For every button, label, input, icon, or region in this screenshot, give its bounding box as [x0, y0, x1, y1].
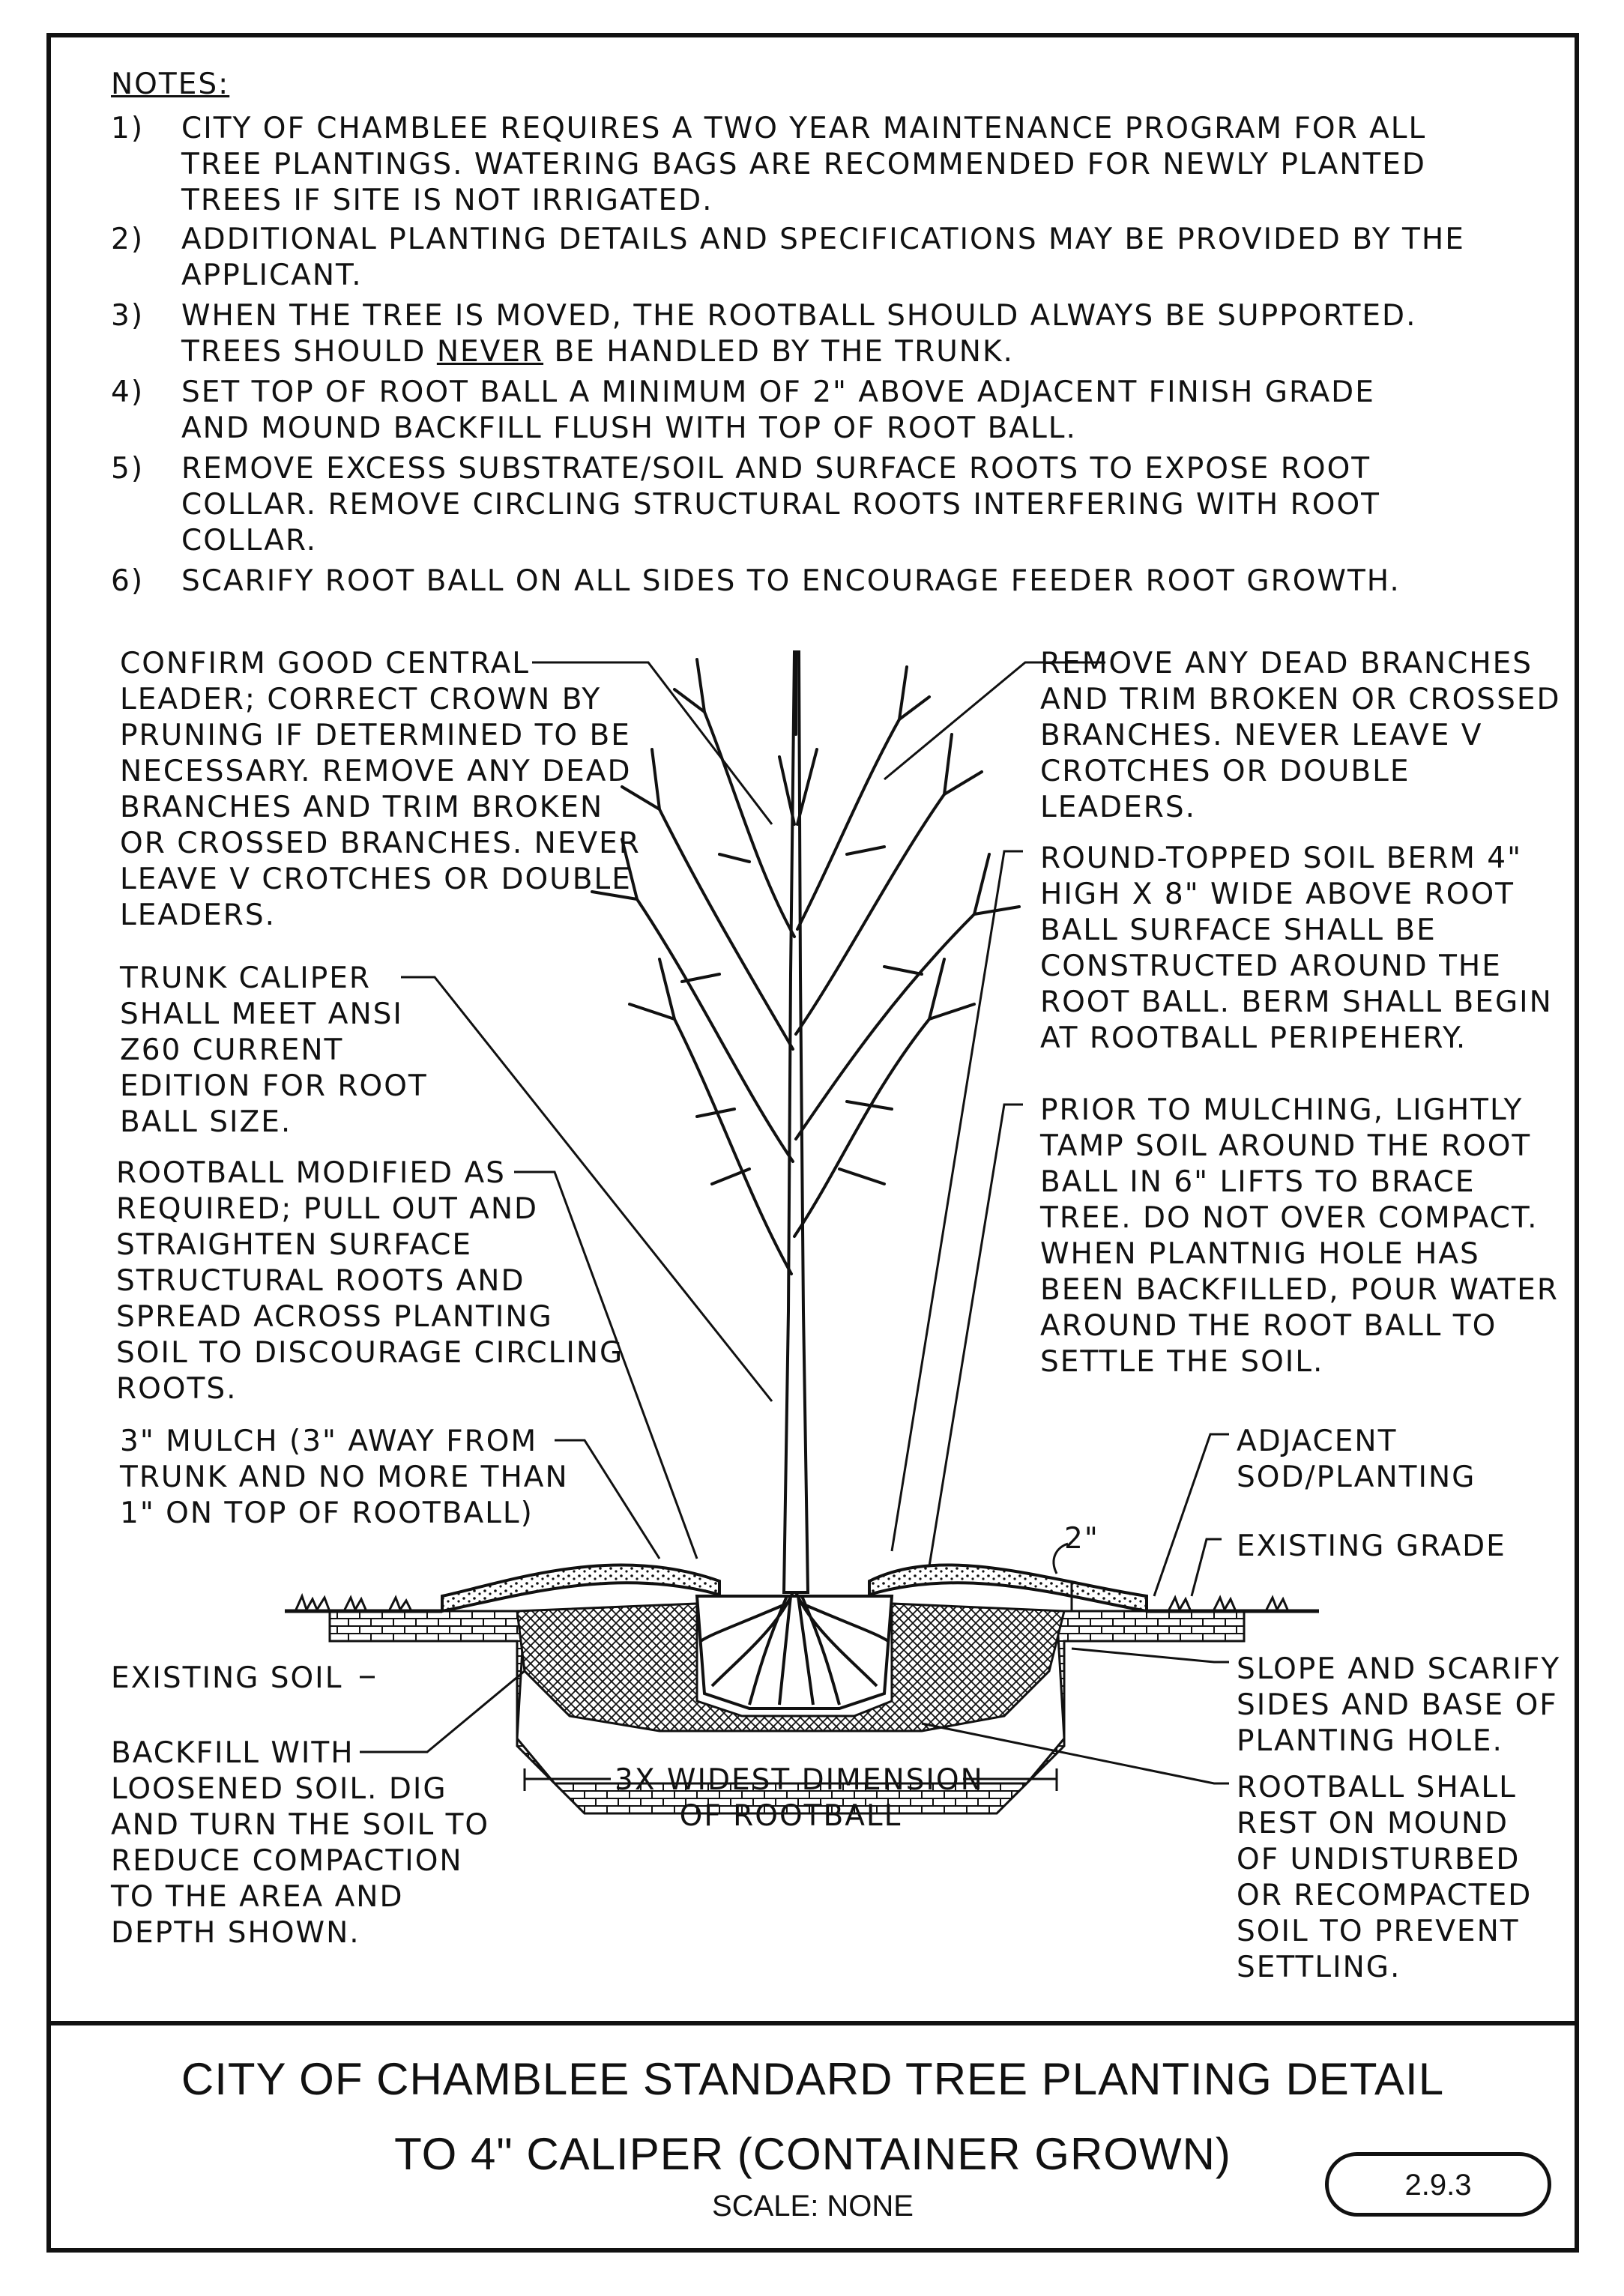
callout-line: AT ROOTBALL PERIPEHERY.: [1040, 1021, 1467, 1055]
callout-line: LEADERS.: [1040, 791, 1196, 824]
callout-line: SPREAD ACROSS PLANTING: [116, 1300, 553, 1334]
callout-line: HIGH X 8" WIDE ABOVE ROOT: [1040, 877, 1515, 911]
callout-line: LEADERS.: [120, 898, 276, 932]
callout-line: SOD/PLANTING: [1237, 1460, 1476, 1494]
callout-line: Z60 CURRENT: [120, 1033, 344, 1067]
callout-line: ADJACENT: [1237, 1425, 1398, 1458]
note-line: COLLAR.: [181, 524, 318, 558]
note-line: REMOVE EXCESS SUBSTRATE/SOIL AND SURFACE ROOTS TO EXPOSE ROOT: [181, 452, 1371, 486]
callout-line: NECESSARY. REMOVE ANY DEAD: [120, 755, 632, 788]
callout-line: REST ON MOUND: [1237, 1807, 1509, 1840]
callout-line: STRUCTURAL ROOTS AND: [116, 1264, 525, 1298]
callout-line: AND TURN THE SOIL TO: [111, 1808, 490, 1842]
callout-line: TRUNK CALIPER: [120, 961, 372, 995]
callout-line: LEADER; CORRECT CROWN BY: [120, 683, 602, 716]
detail-title-line-1: CITY OF CHAMBLEE STANDARD TREE PLANTING DETAIL: [181, 2054, 1445, 2104]
callout-line: EXISTING SOIL: [111, 1661, 343, 1695]
note-text: TREES SHOULD: [181, 335, 437, 369]
callout-line: BEEN BACKFILLED, POUR WATER: [1040, 1273, 1559, 1307]
callout-line: ROOTS.: [116, 1372, 238, 1406]
callout-line: SHALL MEET ANSI: [120, 997, 403, 1031]
callout-line: REDUCE COMPACTION: [111, 1844, 463, 1878]
callout-line: 1" ON TOP OF ROOTBALL): [120, 1496, 534, 1530]
callout-line: 3X WIDEST DIMENSION: [615, 1763, 984, 1797]
dimension-two-inch: 2": [1064, 1522, 1099, 1556]
callout-line: AROUND THE ROOT BALL TO: [1040, 1309, 1497, 1343]
callout-line: PRIOR TO MULCHING, LIGHTLY: [1040, 1093, 1524, 1127]
callout-line: REQUIRED; PULL OUT AND: [116, 1192, 539, 1226]
callout-line: TREE. DO NOT OVER COMPACT.: [1040, 1201, 1539, 1235]
callout-line: EDITION FOR ROOT: [120, 1069, 428, 1103]
note-line: AND MOUND BACKFILL FLUSH WITH TOP OF ROOT BALL.: [181, 411, 1077, 445]
scale-label: SCALE: NONE: [712, 2190, 914, 2223]
note-line: CITY OF CHAMBLEE REQUIRES A TWO YEAR MAINTENANCE PROGRAM FOR ALL: [181, 112, 1427, 145]
detail-title-line-2: TO 4" CALIPER (CONTAINER GROWN): [394, 2129, 1231, 2179]
never-emphasis: NEVER: [436, 335, 544, 369]
note-line: SCARIFY ROOT BALL ON ALL SIDES TO ENCOURAGE FEEDER ROOT GROWTH.: [181, 564, 1401, 598]
callout-line: BALL SIZE.: [120, 1105, 292, 1139]
note-text: BE HANDLED BY THE TRUNK.: [543, 335, 1014, 369]
callout-line: SIDES AND BASE OF: [1237, 1688, 1558, 1722]
note-number: 5): [111, 452, 145, 486]
callout-line: ROOT BALL. BERM SHALL BEGIN: [1040, 985, 1553, 1019]
note-line: SET TOP OF ROOT BALL A MINIMUM OF 2" ABOVE ADJACENT FINISH GRADE: [181, 375, 1375, 409]
note-line: COLLAR. REMOVE CIRCLING STRUCTURAL ROOTS INTERFERING WITH ROOT: [181, 488, 1380, 522]
detail-number-badge: 2.9.3: [1325, 2152, 1551, 2217]
callout-line: OR RECOMPACTED: [1237, 1879, 1533, 1912]
callout-line: CROTCHES OR DOUBLE: [1040, 755, 1410, 788]
callout-line: BRANCHES. NEVER LEAVE V: [1040, 719, 1483, 752]
callout-line: SLOPE AND SCARIFY: [1237, 1652, 1561, 1686]
callout-line: OF ROOTBALL: [679, 1799, 902, 1833]
note-number: 3): [111, 299, 145, 333]
callout-line: REMOVE ANY DEAD BRANCHES: [1040, 647, 1533, 680]
callout-line: BRANCHES AND TRIM BROKEN: [120, 791, 604, 824]
callout-line: OR CROSSED BRANCHES. NEVER: [120, 827, 641, 860]
callout-line: LOOSENED SOIL. DIG: [111, 1772, 447, 1806]
callout-line: CONSTRUCTED AROUND THE: [1040, 949, 1502, 983]
callout-line: ROUND-TOPPED SOIL BERM 4": [1040, 842, 1523, 875]
note-line: TREES IF SITE IS NOT IRRIGATED.: [181, 184, 713, 217]
callout-line: STRAIGHTEN SURFACE: [116, 1228, 472, 1262]
note-line: ADDITIONAL PLANTING DETAILS AND SPECIFICATIONS MAY BE PROVIDED BY THE: [181, 223, 1465, 256]
callout-line: EXISTING GRADE: [1237, 1529, 1506, 1563]
callout-line: BALL IN 6" LIFTS TO BRACE: [1040, 1165, 1476, 1199]
callout-line: AND TRIM BROKEN OR CROSSED: [1040, 683, 1561, 716]
callout-line: PRUNING IF DETERMINED TO BE: [120, 719, 631, 752]
note-line: WHEN THE TREE IS MOVED, THE ROOTBALL SHOULD ALWAYS BE SUPPORTED.: [181, 299, 1417, 333]
note-number: 1): [111, 112, 145, 145]
callout-line: CONFIRM GOOD CENTRAL: [120, 647, 531, 680]
callout-line: BALL SURFACE SHALL BE: [1040, 913, 1437, 947]
callout-line: PLANTING HOLE.: [1237, 1724, 1503, 1758]
note-number: 2): [111, 223, 145, 256]
callout-line: TRUNK AND NO MORE THAN: [120, 1460, 569, 1494]
callout-line: LEAVE V CROTCHES OR DOUBLE: [120, 862, 632, 896]
callout-line: TO THE AREA AND: [111, 1880, 404, 1914]
callout-line: TAMP SOIL AROUND THE ROOT: [1040, 1129, 1532, 1163]
callout-line: BACKFILL WITH: [111, 1736, 354, 1770]
callout-line: OF UNDISTURBED: [1237, 1843, 1521, 1876]
note-line: APPLICANT.: [181, 259, 363, 292]
callout-line: 3" MULCH (3" AWAY FROM: [120, 1425, 538, 1458]
callout-line: ROOTBALL SHALL: [1237, 1771, 1517, 1804]
callout-line: SETTLE THE SOIL.: [1040, 1345, 1324, 1379]
callout-line: SETTLING.: [1237, 1951, 1401, 1984]
callout-line: ROOTBALL MODIFIED AS: [116, 1156, 506, 1190]
notes-heading: NOTES:: [111, 67, 230, 101]
note-number: 4): [111, 375, 145, 409]
callout-line: DEPTH SHOWN.: [111, 1916, 360, 1950]
callout-line: SOIL TO PREVENT: [1237, 1915, 1520, 1948]
callout-line: SOIL TO DISCOURAGE CIRCLING: [116, 1336, 624, 1370]
note-number: 6): [111, 564, 145, 598]
note-line: TREE PLANTINGS. WATERING BAGS ARE RECOMMENDED FOR NEWLY PLANTED: [181, 148, 1426, 181]
callout-line: WHEN PLANTNIG HOLE HAS: [1040, 1237, 1480, 1271]
